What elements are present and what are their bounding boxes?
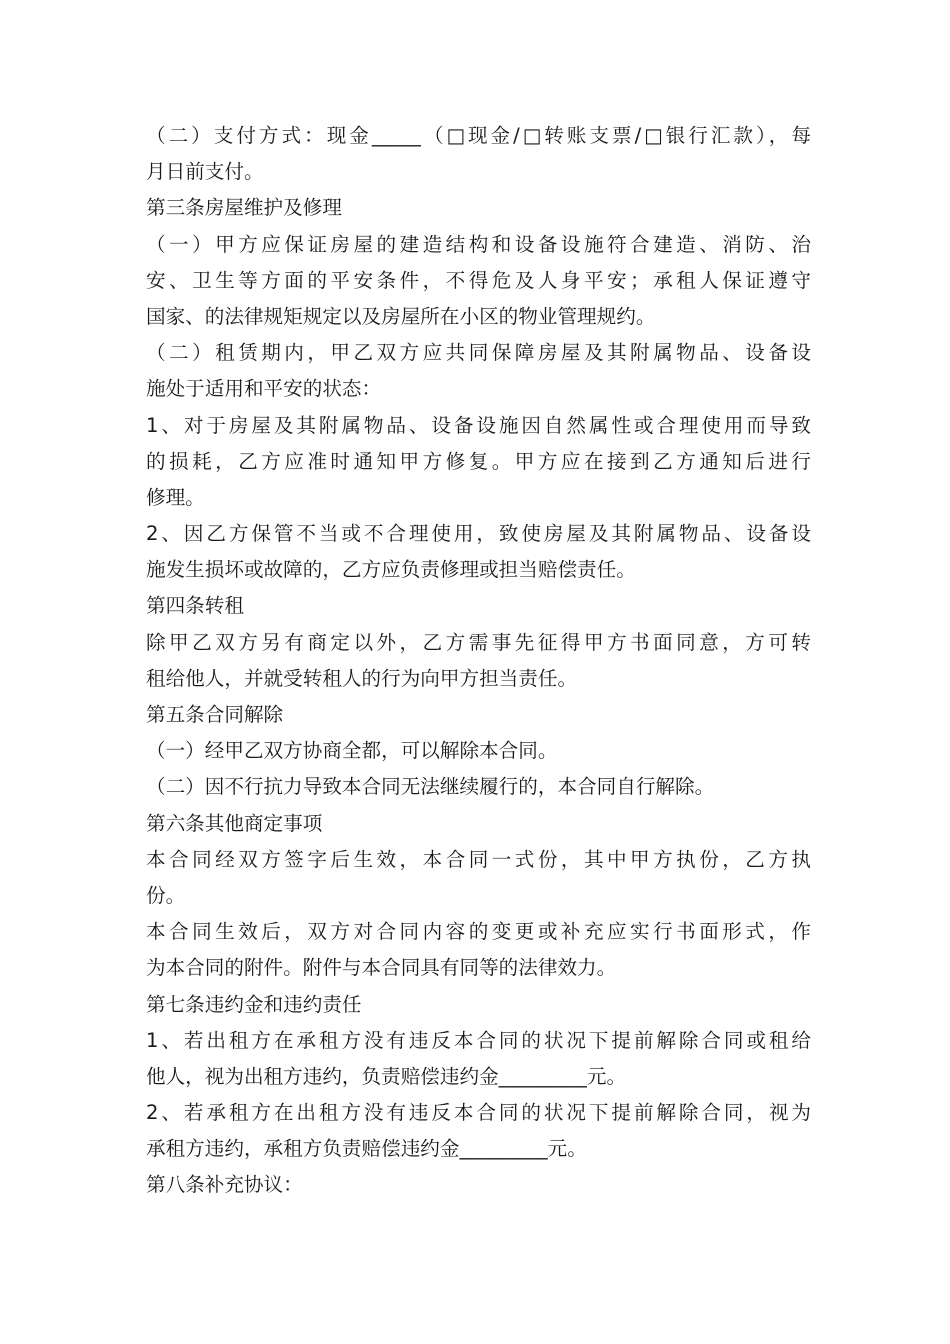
section-heading: 第三条房屋维护及修理 [146, 196, 342, 220]
text-line: 2、若承租方在出租方没有违反本合同的状况下提前解除合同，视为 [146, 1101, 811, 1125]
section-heading: 第八条补充协议： [146, 1173, 303, 1197]
text-line: （二）支付方式：现金_____（□现金/□转账支票/□银行汇款），每 [146, 124, 811, 147]
text-line: 本合同生效后，双方对合同内容的变更或补充应实行书面形式，作 [146, 920, 811, 944]
text-line: 国家、的法律规矩规定以及房屋所在小区的物业管理规约。 [146, 304, 656, 328]
text-line: 他人，视为出租方违约，负责赔偿违约金_________元。 [146, 1064, 627, 1088]
text-line: 施处于适用和平安的状态： [146, 377, 382, 401]
text-line: 本合同经双方签字后生效，本合同一式份，其中甲方执份，乙方执 [146, 847, 811, 871]
text-line: 1、若出租方在承租方没有违反本合同的状况下提前解除合同或租给 [146, 1028, 811, 1052]
text-line: 安、卫生等方面的平安条件，不得危及人身平安；承租人保证遵守 [146, 268, 811, 292]
text-line: （二）租赁期内，甲乙双方应共同保障房屋及其附属物品、设备设 [146, 341, 811, 365]
text-line: 租给他人，并就受转租人的行为向甲方担当责任。 [146, 666, 578, 690]
text-line: 承租方违约，承租方负责赔偿违约金_________元。 [146, 1137, 587, 1161]
text-line: 月日前支付。 [146, 160, 264, 184]
text-line: 为本合同的附件。附件与本合同具有同等的法律效力。 [146, 956, 617, 980]
text-line: （二）因不行抗力导致本合同无法继续履行的，本合同自行解除。 [146, 775, 715, 799]
section-heading: 第六条其他商定事项 [146, 811, 323, 835]
text-line: 1、对于房屋及其附属物品、设备设施因自然属性或合理使用而导致 [146, 413, 811, 437]
section-heading: 第七条违约金和违约责任 [146, 992, 362, 1016]
text-line: （一）经甲乙双方协商全都，可以解除本合同。 [146, 739, 558, 763]
document-page [146, 118, 811, 1204]
text-line: 修理。 [146, 485, 205, 509]
text-line: 施发生损坏或故障的，乙方应负责修理或担当赔偿责任。 [146, 558, 636, 582]
text-line: （一）甲方应保证房屋的建造结构和设备设施符合建造、消防、治 [146, 232, 811, 256]
text-line: 份。 [146, 883, 186, 907]
text-line: 2、因乙方保管不当或不合理使用，致使房屋及其附属物品、设备设 [146, 522, 811, 546]
text-line: 除甲乙双方另有商定以外，乙方需事先征得甲方书面同意，方可转 [146, 630, 811, 654]
section-heading: 第四条转租 [146, 594, 244, 618]
text-line: 的损耗，乙方应准时通知甲方修复。甲方应在接到乙方通知后进行 [146, 449, 811, 473]
section-heading: 第五条合同解除 [146, 703, 284, 726]
